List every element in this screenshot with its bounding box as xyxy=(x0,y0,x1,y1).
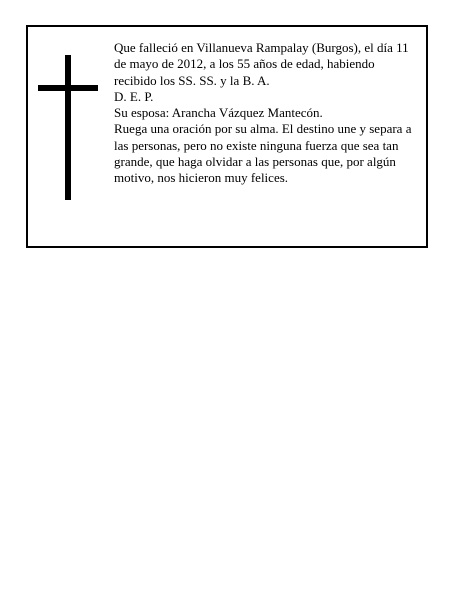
obituary-spouse: Su esposa: Arancha Vázquez Mantecón. xyxy=(114,105,323,121)
obituary-prayer-request: Ruega una oración por su alma. El destino une y separa a las personas, pero no existe ninguna fuerza que sea tan grande, que haga olvidar a las personas que, por algún motivo, nos hicieron muy felices. xyxy=(114,121,412,186)
cross-icon xyxy=(38,55,98,200)
obituary-rip: D. E. P. xyxy=(114,88,154,104)
obituary-notice xyxy=(26,25,428,248)
obituary-death-details: Que falleció en Villanueva Rampalay (Burgos), el día 11 de mayo de 2012, a los 55 años de edad, habiendo recibido los SS. SS. y la B. A. xyxy=(114,40,409,88)
obituary-text xyxy=(114,40,420,187)
cross-horizontal-bar xyxy=(38,85,98,91)
cross-vertical-bar xyxy=(65,55,71,200)
